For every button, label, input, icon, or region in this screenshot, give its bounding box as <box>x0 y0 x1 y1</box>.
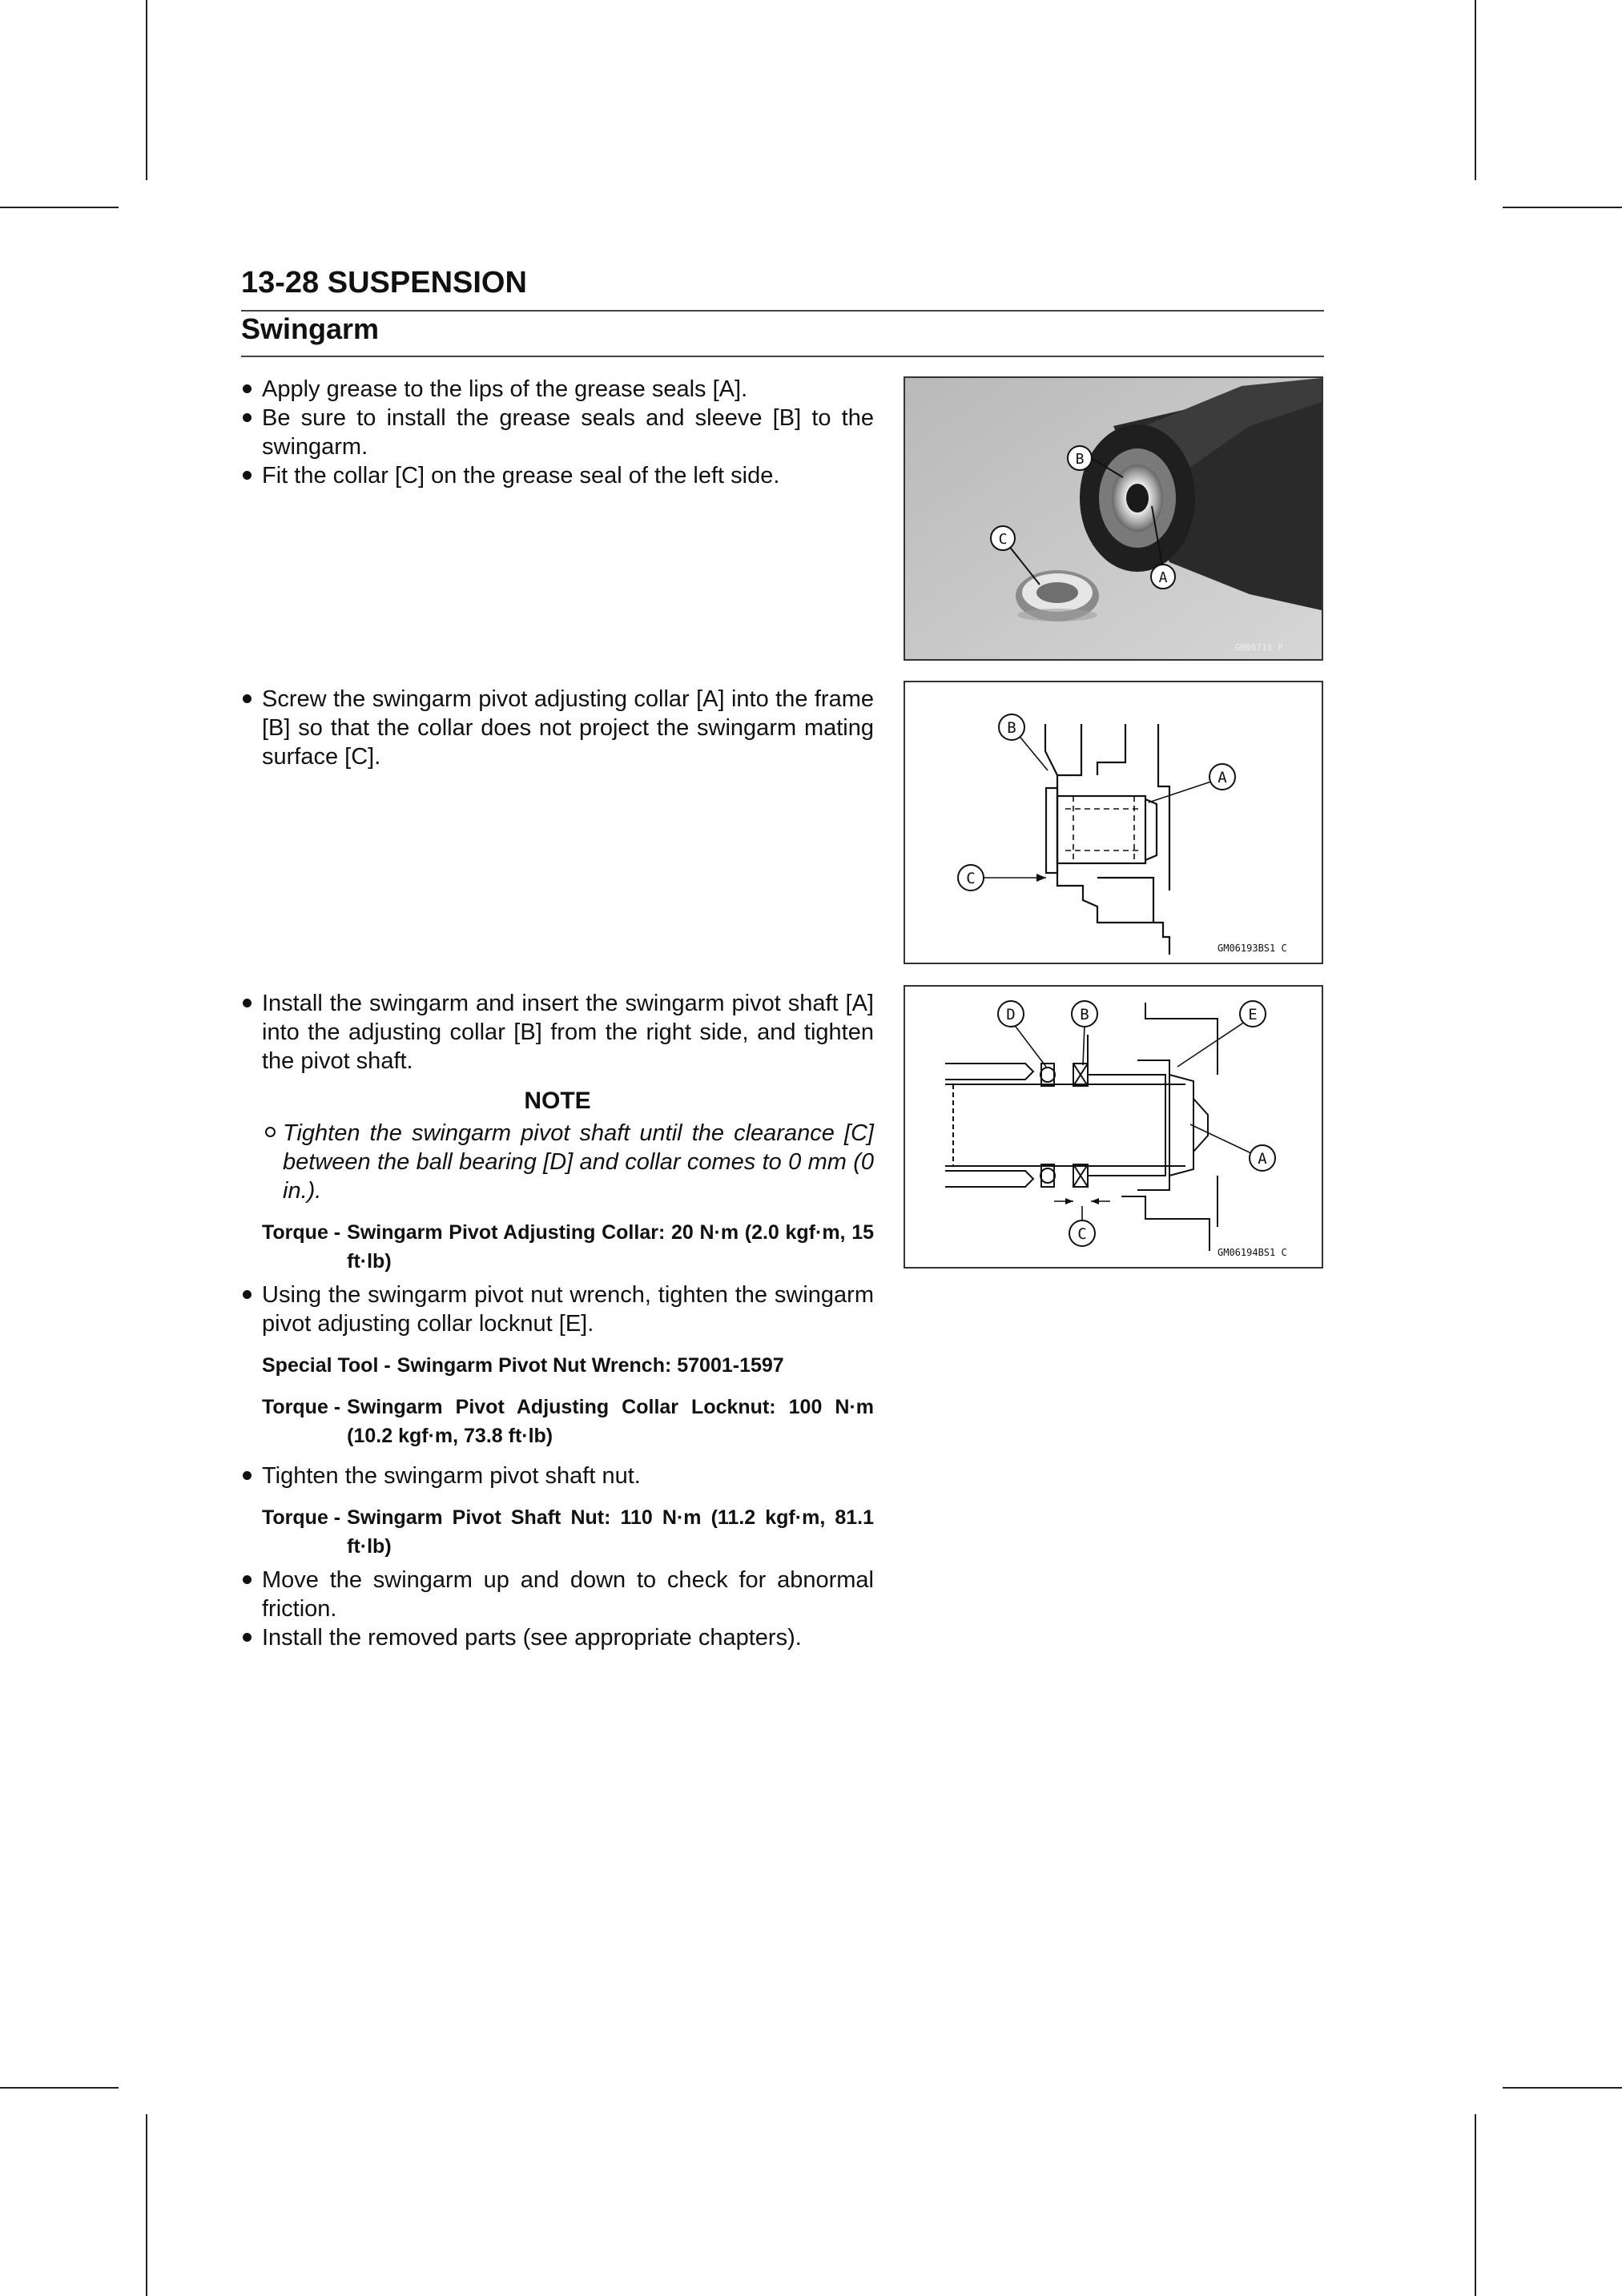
figure-code: GM06711 P <box>1235 642 1283 653</box>
bullet-item: Using the swingarm pivot nut wrench, tighten the swingarm pivot adjusting collar locknut [E]. <box>241 1281 874 1338</box>
torque-spec <box>262 1393 874 1450</box>
bullet-item: Tighten the swingarm pivot shaft nut. <box>241 1462 874 1490</box>
adjusting-collar-diagram <box>905 682 1322 963</box>
callout-label: E <box>1248 1006 1258 1023</box>
callout-label: D <box>1006 1006 1016 1023</box>
torque-spec <box>262 1503 874 1561</box>
figure-pivot-shaft-diagram <box>904 985 1323 1269</box>
spec-value: Swingarm Pivot Nut Wrench: 57001-1597 <box>396 1354 784 1377</box>
figure-code: GM06194BS1 C <box>1218 1247 1287 1258</box>
crop-mark <box>0 2087 119 2089</box>
bullet-item: Install the swingarm and insert the swingarm pivot shaft [A] into the adjusting collar [B] from the right side, and tighten the pivot shaft. <box>241 989 874 1076</box>
crop-mark <box>1475 2114 1476 2296</box>
spec-value: Swingarm Pivot Adjusting Collar Locknut: 100 N·m (10.2 kgf·m, 73.8 ft·lb) <box>347 1396 874 1447</box>
spec-label: Torque - <box>262 1396 341 1418</box>
crop-mark <box>1503 2087 1622 2089</box>
callout-label: B <box>1075 451 1085 468</box>
callout-label: A <box>1158 569 1168 586</box>
header-rule <box>241 310 1324 312</box>
figure-swingarm-photo <box>904 376 1323 661</box>
bullet-item: Be sure to install the grease seals and sleeve [B] to the swingarm. <box>241 404 874 461</box>
crop-mark <box>1475 0 1476 180</box>
block3-text <box>241 989 874 1652</box>
block1-text <box>241 375 874 490</box>
crop-mark <box>0 207 119 208</box>
section-title: Swingarm <box>241 312 380 345</box>
spec-value: Swingarm Pivot Adjusting Collar: 20 N·m (2.0 kgf·m, 15 ft·lb) <box>347 1221 874 1273</box>
spec-label: Torque - <box>262 1506 341 1529</box>
callout-label: B <box>1080 1006 1089 1023</box>
spec-value: Swingarm Pivot Shaft Nut: 110 N·m (11.2 kgf·m, 81.1 ft·lb) <box>347 1506 874 1558</box>
callout-label: B <box>1007 719 1016 737</box>
crop-mark <box>146 0 147 180</box>
bullet-item: Move the swingarm up and down to check for abnormal friction. <box>241 1566 874 1623</box>
callout-label: A <box>1218 769 1227 786</box>
figure-code: GM06193BS1 C <box>1218 943 1287 954</box>
note-text: Tighten the swingarm pivot shaft until the clearance [C] between the ball bearing [D] and collar comes to 0 mm (0 in.). <box>241 1119 874 1205</box>
special-tool-spec <box>262 1351 874 1380</box>
page-header: 13-28 SUSPENSION <box>241 266 527 300</box>
note-heading: NOTE <box>524 1088 591 1114</box>
bullet-item: Apply grease to the lips of the grease seals [A]. <box>241 375 874 404</box>
callout-label: C <box>966 870 976 887</box>
spec-label: Torque - <box>262 1221 341 1244</box>
crop-mark <box>146 2114 147 2296</box>
callout-label: C <box>1077 1225 1087 1243</box>
figure-adjusting-collar-diagram <box>904 681 1323 964</box>
section-rule <box>241 356 1324 357</box>
crop-mark <box>1503 207 1622 208</box>
swingarm-photo-illustration <box>905 378 1322 659</box>
bullet-item: Install the removed parts (see appropriate chapters). <box>241 1623 874 1652</box>
block2-text <box>241 685 874 771</box>
callout-label: C <box>998 531 1008 548</box>
callout-label: A <box>1258 1150 1267 1168</box>
bullet-item: Screw the swingarm pivot adjusting collar [A] into the frame [B] so that the collar does not project the swingarm mating surface [C]. <box>241 685 874 771</box>
pivot-shaft-diagram <box>905 987 1322 1267</box>
spec-label: Special Tool - <box>262 1354 391 1377</box>
torque-spec <box>262 1218 874 1276</box>
bullet-item: Fit the collar [C] on the grease seal of the left side. <box>241 461 874 490</box>
